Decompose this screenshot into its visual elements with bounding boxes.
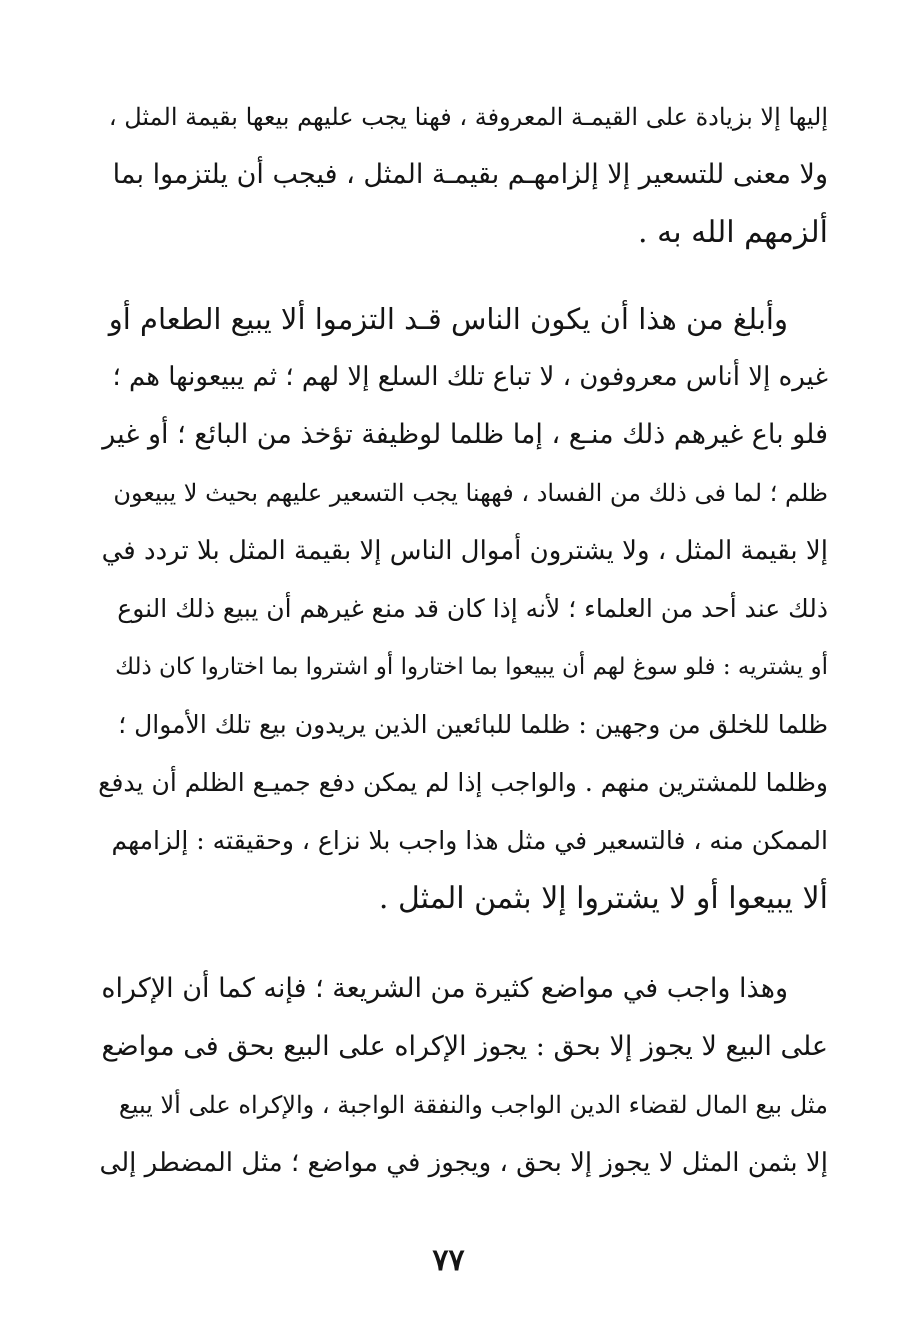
text-line: الممكن منه ، فالتسعير في مثل هذا واجب بلا نزاع ، وحقيقته : إلزامهم — [111, 826, 828, 855]
text-line: ألزمهم الله به . — [638, 215, 828, 250]
text-line: ظلم ؛ لما فى ذلك من الفساد ، فههنا يجب التسعير عليهم بحيث لا يبيعون — [113, 479, 828, 507]
paragraph-1 — [98, 88, 828, 262]
text-line: وهذا واجب في مواضع كثيرة من الشريعة ؛ فإنه كما أن الإكراه — [101, 973, 788, 1004]
text-line: إلا بثمن المثل لا يجوز إلا بحق ، ويجوز في مواضع ؛ مثل المضطر إلى — [99, 1148, 828, 1178]
text-line: مثل بيع المال لقضاء الدين الواجب والنفقة الواجبة ، والإكراه على ألا يبيع — [118, 1091, 828, 1119]
page-number: ٧٧ — [432, 1243, 465, 1278]
text-line: إلا بقيمة المثل ، ولا يشترون أموال الناس إلا بقيمة المثل بلا تردد في — [101, 536, 828, 566]
text-line: إليها إلا بزيادة على القيمـة المعروفة ، فهنا يجب عليهم بيعها بقيمة المثل ، — [108, 103, 828, 131]
text-line: ولا معنى للتسعير إلا إلزامهـم بقيمـة المثل ، فيجب أن يلتزموا بما — [112, 159, 828, 190]
text-line: ذلك عند أحد من العلماء ؛ لأنه إذا كان قد منع غيرهم أن يبيع ذلك النوع — [117, 594, 828, 623]
text-line: غيره إلا أناس معروفون ، لا تباع تلك السلع إلا لهم ؛ ثم يبيعونها هم ؛ — [112, 362, 828, 392]
paragraph-2 — [98, 290, 828, 928]
text-line: وأبلغ من هذا أن يكون الناس قـد التزموا ألا يبيع الطعام أو — [108, 302, 788, 336]
text-line: وظلما للمشترين منهم . والواجب إذا لم يمكن دفع جميـع الظلم أن يدفع — [98, 768, 828, 797]
text-line: ألا يبيعوا أو لا يشتروا إلا بثمن المثل . — [378, 881, 828, 916]
text-line: على البيع لا يجوز إلا بحق : يجوز الإكراه على البيع بحق فى مواضع — [101, 1031, 828, 1062]
paragraph-3 — [98, 960, 828, 1192]
text-line: أو يشتريه : فلو سوغ لهم أن يبيعوا بما اختاروا أو اشتروا بما اختاروا كان ذلك — [115, 654, 828, 680]
text-line: ظلما للخلق من وجهين : ظلما للبائعين الذين يريدون بيع تلك الأموال ؛ — [118, 710, 828, 739]
text-line: فلو باع غيرهم ذلك منـع ، إما ظلما لوظيفة تؤخذ من البائع ؛ أو غير — [102, 419, 828, 450]
